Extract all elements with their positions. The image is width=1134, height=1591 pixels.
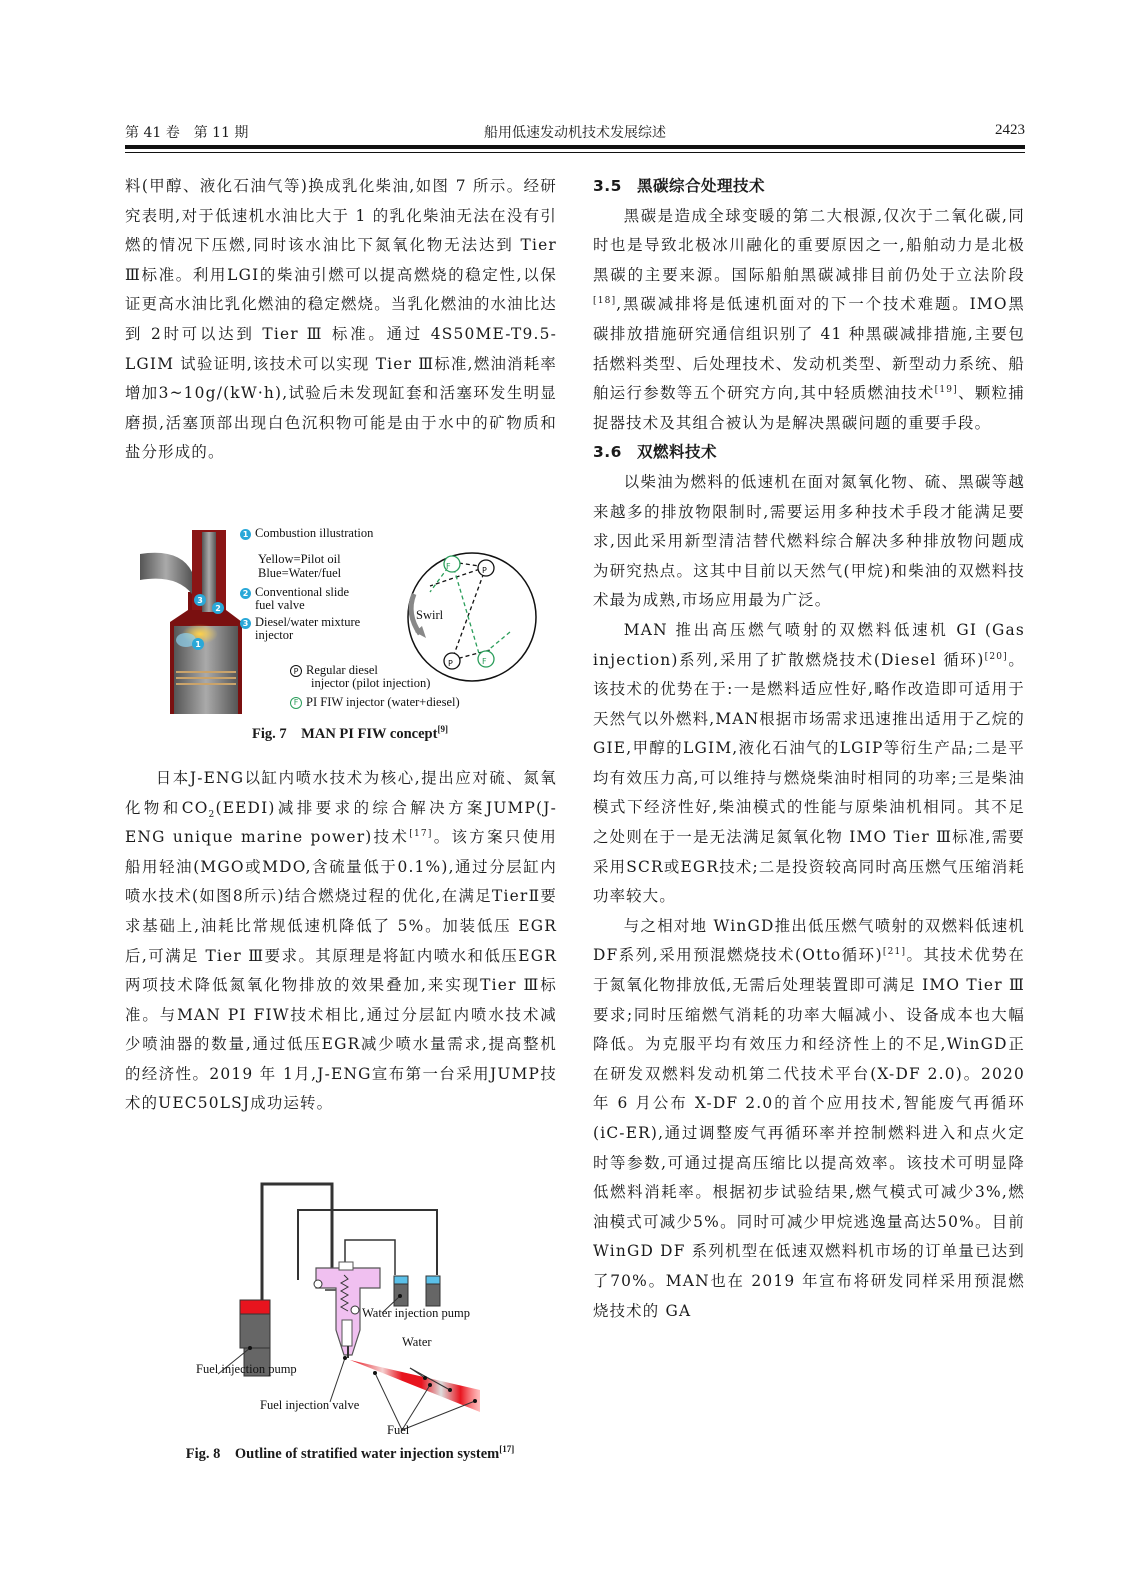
paragraph: MAN 推出高压燃气喷射的双燃料低速机 GI (Gas injection)系列,采用了扩散燃烧技术(Diesel 循环)[20]。该技术的优势在于:一是燃料适应性好,略作改造即可适用于天然气以外燃料,MAN根据市场需求迅速推出适用于乙烷的GIE,甲醇的LGIM,液化石油气的LGIP等衍生产品;二是平均有效压力高,可以维持与燃烧柴油时相同的功率;三是柴油模式下经济性好,柴油模式的性能与原柴油机相同。其不足之处则在于一是无法满足氮氧化物 IMO Tier Ⅲ标准,需要采用SCR或EGR技术;二是投资较高同时高压燃气压缩消耗功率较大。 <box>593 620 1025 906</box>
figure-7-caption: Fig. 7 MAN PI FIW concept[9] <box>252 724 448 742</box>
paragraph: 与之相对地 WinGD推出低压燃气喷射的双燃料低速机 DF系列,采用预混燃烧技术(Otto循环)[21]。其技术优势在于氮氧化物排放低,无需后处理装置即可满足 IMO Tier Ⅲ要求;同时压缩燃气消耗的功率大幅减小、设备成本也大幅降低。为克服平均有效压力和经济性上的不足,WinGD正在研发双燃料发动机第二代技术平台(X-DF 2.0)。2020年 6 月公布 X-DF 2.0的首个应用技术,智能废气再循环(iC-ER),通过调整废气再循环率并控制燃料进入和点火定时等参数,可通过提高压缩比以提高效率。该技术可明显降低燃料消耗率。根据初步试验结果,燃气模式可减少3%,燃油模式可减少5%。同时可减少甲烷逃逸量高达50%。目前 WinGD DF 系列机型在低速双燃料机市场的订单量已达到了70%。MAN也在 2019 年宣布将研发同样采用预混燃烧技术的 GA <box>593 916 1026 1320</box>
label-water-pump: Water injection pump <box>362 1306 470 1320</box>
header-rule-thin <box>125 152 1025 153</box>
label-pifiw-injector: F PI FIW injector (water+diesel) <box>290 696 460 709</box>
right-column <box>593 172 1025 1326</box>
label-fuel: Fuel <box>387 1423 410 1437</box>
label-blue: Blue=Water/fuel <box>258 566 342 580</box>
label-yellow: Yellow=Pilot oil <box>258 552 341 566</box>
svg-text:2: 2 <box>215 604 221 613</box>
paragraph: 日本J-ENG以缸内喷水技术为核心,提出应对硫、氮氧化物和$CO_2(EEDI)$减排要求的综合解决方案JUMP(J-ENG unique marine power)技术[17]。该方案只使用船用轻油(MGO或MDO,含硫量低于0.1%),通过分层缸内喷水技术(如图8所示)结合燃烧过程的优化,在满足TierⅡ要求基础上,油耗比常规低速机降低了 5%。加装低压 EGR 后,可满足 Tier Ⅲ要求。其原理是将缸内喷水和低压EGR两项技术降低氮氧化物排放的效果叠加,来实现Tier Ⅲ标准。与MAN PI FIW技术相比,通过分层缸内喷水技术减少喷油器的数量,通过低压EGR减少喷水量需求,提高整机的经济性。2019 年 1月,J-ENG宣布第一台采用JUMP技术的UEC50LSJ成功运转。 <box>125 768 557 1113</box>
label-fuel-valve: Fuel injection valve <box>260 1398 360 1412</box>
label-swirl: Swirl <box>416 608 444 622</box>
header-rule-thick <box>125 145 1025 149</box>
label-slide-valve-2: fuel valve <box>255 598 305 612</box>
paragraph: 料(甲醇、液化石油气等)换成乳化柴油,如图 7 所示。经研究表明,对于低速机水油比大于 1 的乳化柴油无法在没有引燃的情况下压燃,同时该水油比下氮氧化物无法达到 Tier Ⅲ标准。利用LGI的柴油引燃可以提高燃烧的稳定性,以保证更高水油比乳化燃油的稳定燃烧。当乳化燃油的水油比达到 2时可以达到 Tier Ⅲ 标准。通过 4S50ME-T9.5-LGIM 试验证明,该技术可以实现 Tier Ⅲ标准,燃油消耗率增加3~10g/(kW·h),试验后未发现缸套和活塞环发生明显磨损,活塞顶部出现白色沉积物可能是由于水中的矿物质和盐分形成的。 <box>125 177 557 462</box>
svg-text:3: 3 <box>197 596 203 605</box>
p-marker-bottom: P <box>448 659 453 668</box>
f-marker-top: F <box>446 562 451 571</box>
running-title: 船用低速发动机技术发展综述 <box>484 125 666 141</box>
figure-8-caption: Fig. 8 Outline of stratified water injection system[17] <box>185 1444 515 1462</box>
label-water: Water <box>402 1335 432 1349</box>
citation: [18] <box>593 296 617 307</box>
volume-issue: 第 41 卷 第 11 期 <box>125 125 249 141</box>
citation: [17] <box>409 829 433 840</box>
citation: [20] <box>984 651 1008 662</box>
section-heading-3-6: 3.6 双燃料技术 <box>593 443 718 462</box>
label-fuel-pump: Fuel injection pump <box>196 1362 297 1376</box>
svg-text:1: 1 <box>195 640 201 649</box>
label-regular-diesel-2: injector (pilot injection) <box>311 676 431 690</box>
citation: [21] <box>882 947 907 958</box>
label-mixture-injector: 3 Diesel/water mixture <box>240 616 360 629</box>
figure-7 <box>140 522 560 722</box>
page-number: 2423 <box>995 122 1025 138</box>
section-heading-3-5: 3.5 黑碳综合处理技术 <box>593 177 766 195</box>
paragraph: 以柴油为燃料的低速机在面对氮氧化物、硫、黑碳等越来越多的排放物限制时,需要运用多种技术手段才能满足要求,因此采用新型清洁替代燃料综合解决多种排放物问题成为研究热点。这其中目前以天然气(甲烷)和柴油的双燃料技术最为成熟,市场应用最为广泛。 <box>593 472 1025 610</box>
label-slide-valve: 2 Conventional slide <box>240 586 349 599</box>
paragraph: 黑碳是造成全球变暖的第二大根源,仅次于二氧化碳,同时也是导致北极冰川融化的重要原因之一,船舶动力是北极黑碳的主要来源。国际船舶黑碳减排目前仍处于立法阶段[18],黑碳减排将是低速机面对的下一个技术难题。IMO黑碳排放措施研究通信组识别了 41 种黑碳减排措施,主要包括燃料类型、后处理技术、发动机类型、新型动力系统、船舶运行参数等五个研究方向,其中轻质燃油技术[19]、颗粒捕捉器技术及其组合被认为是解决黑碳问题的重要手段。 <box>593 206 1025 432</box>
label-combustion: 1 Combustion illustration <box>240 527 373 540</box>
label-regular-diesel: P Regular diesel <box>290 664 378 677</box>
label-mixture-injector-2: injector <box>255 628 294 642</box>
p-marker-top: P <box>482 566 487 575</box>
running-header <box>125 122 1025 146</box>
figure-8 <box>140 1180 560 1440</box>
f-marker-bottom: F <box>482 657 487 666</box>
citation: [19] <box>934 385 958 396</box>
